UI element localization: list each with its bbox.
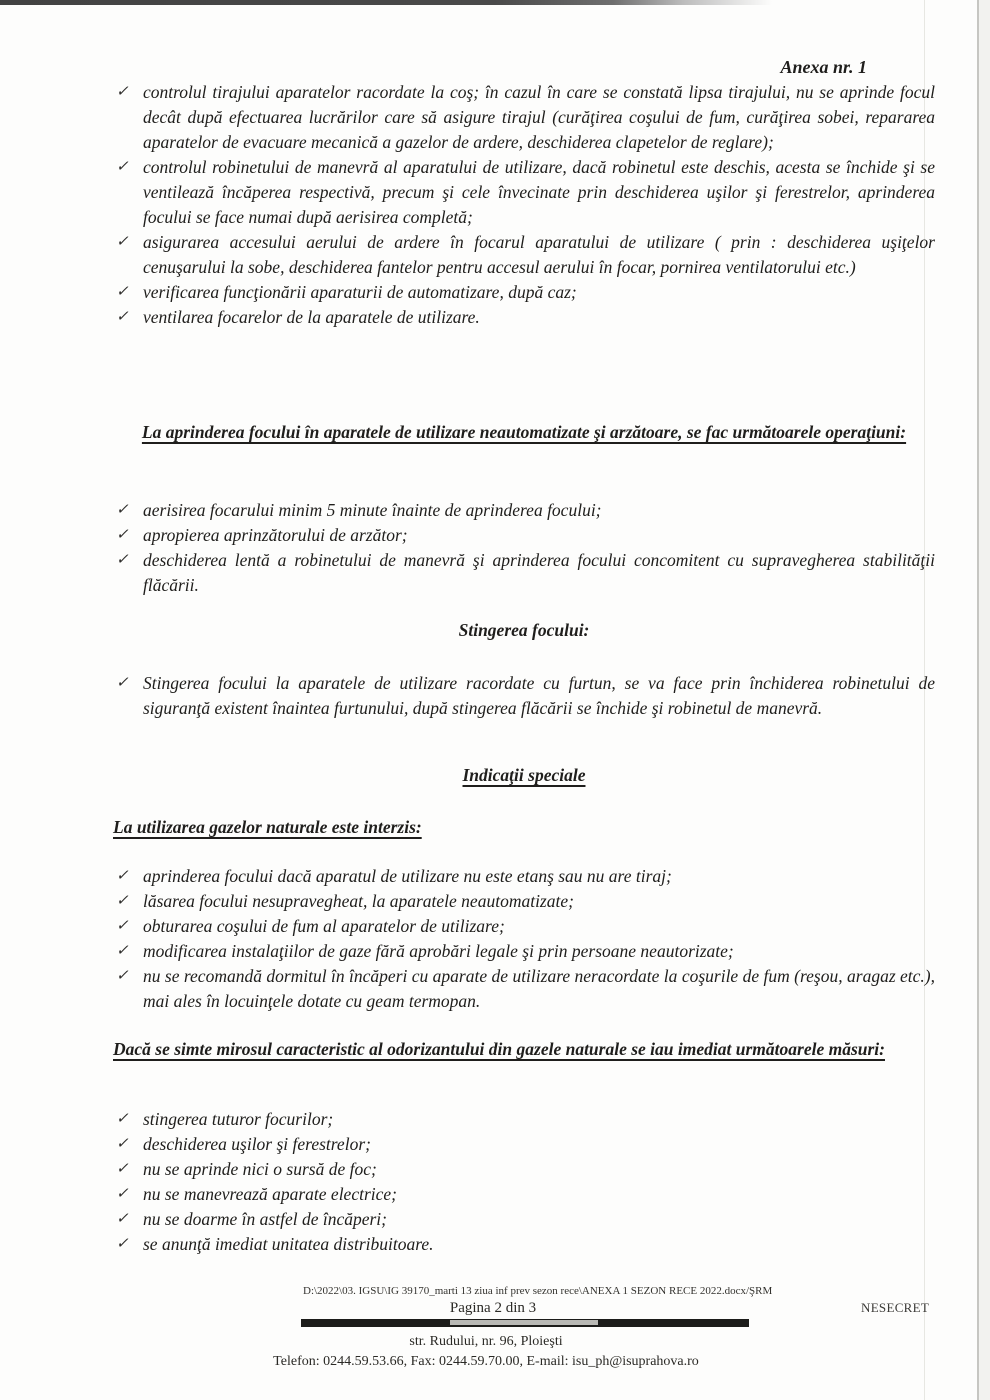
list-item (113, 1132, 935, 1157)
list-item-text: apropierea aprinzătorului de arzător; (143, 525, 408, 545)
list-item (113, 939, 935, 964)
list-item (113, 1157, 935, 1182)
list-item (113, 1107, 935, 1132)
check-icon: ✓ (116, 1111, 129, 1127)
list-item-text: controlul tirajului aparatelor racordate la coş; în cazul în care se constată lipsa tirajului, nu se aprinde focul decât după efectuarea lucrărilor care să asigure tirajul (curăţirea coşului de fum, curăţirea sobei, repararea aparatelor de evacuare mecanică a gazelor de ardere, deschiderea clapetelor de reglare); (143, 82, 935, 152)
list-item-text: ventilarea focarelor de la aparatele de utilizare. (143, 307, 480, 327)
document-file-path: D:\2022\03. IGSU\IG 39170_marti 13 ziua inf prev sezon rece\ANEXA 1 SEZON RECE 2022.docx/ŞRM (303, 1285, 773, 1297)
list-item-text: nu se recomandă dormitul în încăperi cu aparate de utilizare neracordate la coşurile de fum (reşou, aragaz etc.), mai ales în locuinţele dotate cu geam termopan. (143, 966, 935, 1011)
section-heading-extinguishing-fire: Stingerea focului: (458, 620, 590, 640)
list-item (113, 889, 935, 914)
annex-label: Anexa nr. 1 (780, 57, 867, 77)
list-item (113, 864, 935, 889)
list-item-text: modificarea instalaţiilor de gaze fără aprobări legale şi prin persoane neautorizate; (143, 941, 734, 961)
list-item (113, 1182, 935, 1207)
list-item (113, 80, 935, 155)
check-icon: ✓ (116, 1186, 129, 1202)
check-icon: ✓ (116, 918, 129, 934)
section-heading-special-indications: Indicaţii speciale (462, 765, 586, 785)
list-item-text: asigurarea accesului aerului de ardere în focarul aparatului de utilizare ( prin : deschiderea uşiţelor cenuşarului la sobe, deschiderea fantelor pentru accesul aerului în focar, pornirea ventilatorului etc.) (143, 232, 935, 277)
list-item-text: Stingerea focului la aparatele de utilizare racordate cu furtun, se va face prin închiderea robinetului de siguranţă existent înaintea furtunului, după stingerea flăcării se închide şi robinetul de manevră. (143, 673, 935, 718)
check-icon: ✓ (116, 552, 129, 568)
list-item (113, 548, 935, 598)
list-item (113, 498, 935, 523)
scan-artifact-top-line (0, 0, 990, 5)
list-item (113, 523, 935, 548)
list-item-text: nu se aprinde nici o sursă de foc; (143, 1159, 377, 1179)
list-item (113, 1232, 935, 1257)
check-icon: ✓ (116, 1136, 129, 1152)
list-item (113, 1207, 935, 1232)
list-item-text: aprinderea focului dacă aparatul de utilizare nu este etanş sau nu are tiraj; (143, 866, 672, 886)
gas-odor-checklist (113, 1107, 935, 1257)
list-item-text: stingerea tuturor focurilor; (143, 1109, 334, 1129)
check-icon: ✓ (116, 159, 129, 175)
list-item-text: aerisirea focarului minim 5 minute înainte de aprinderea focului; (143, 500, 602, 520)
check-icon: ✓ (116, 675, 129, 691)
list-item (113, 305, 935, 330)
page-edge-shade (979, 0, 990, 1400)
list-item-text: obturarea coşului de fum al aparatelor de utilizare; (143, 916, 505, 936)
classification-marking: NESECRET (861, 1300, 930, 1315)
intro-checklist (113, 80, 935, 330)
check-icon: ✓ (116, 284, 129, 300)
list-item-text: controlul robinetului de manevră al aparatului de utilizare, dacă robinetul este deschis, acesta se închide şi se ventilează încăperea respectivă, precum şi cele învecinate prin deschiderea uşilor şi ferestrelor, aprinderea focului se face numai după aerisirea completă; (143, 157, 935, 227)
extinguishing-checklist (113, 671, 935, 721)
page-number: Pagina 2 din 3 (449, 1300, 537, 1316)
list-item (113, 964, 935, 1014)
list-item-text: deschiderea uşilor şi ferestrelor; (143, 1134, 371, 1154)
list-item-text: deschiderea lentă a robinetului de manevră şi aprinderea focului concomitent cu supravegherea stabilităţii flăcării. (143, 550, 935, 595)
check-icon: ✓ (116, 1161, 129, 1177)
list-item-text: nu se manevrează aparate electrice; (143, 1184, 397, 1204)
forbidden-checklist (113, 864, 935, 1014)
list-item-text: nu se doarme în astfel de încăperi; (143, 1209, 387, 1229)
section-heading-gas-odor-measures: Dacă se simte mirosul caracteristic al odorizantului din gazele naturale se iau imediat următoarele măsuri: (113, 1039, 885, 1059)
list-item-text: lăsarea focului nesupravegheat, la aparatele neautomatizate; (143, 891, 574, 911)
section-heading-forbidden: La utilizarea gazelor naturale este interzis: (113, 817, 422, 837)
check-icon: ✓ (116, 234, 129, 250)
check-icon: ✓ (116, 527, 129, 543)
footer-divider-bar-highlight (450, 1320, 598, 1325)
check-icon: ✓ (116, 968, 129, 984)
page-edge-line (977, 0, 979, 1400)
lighting-checklist (113, 498, 935, 598)
list-item (113, 230, 935, 280)
list-item (113, 671, 935, 721)
list-item (113, 914, 935, 939)
list-item-text: verificarea funcţionării aparaturii de automatizare, după caz; (143, 282, 577, 302)
check-icon: ✓ (116, 943, 129, 959)
footer-divider-bar (301, 1319, 749, 1327)
check-icon: ✓ (116, 84, 129, 100)
check-icon: ✓ (116, 1236, 129, 1252)
list-item (113, 155, 935, 230)
footer-address: str. Rudului, nr. 96, Ploieşti (409, 1334, 563, 1349)
check-icon: ✓ (116, 893, 129, 909)
check-icon: ✓ (116, 309, 129, 325)
list-item (113, 280, 935, 305)
list-item-text: se anunţă imediat unitatea distribuitoare. (143, 1234, 434, 1254)
section-heading-lighting-fire: La aprinderea focului în aparatele de utilizare neautomatizate şi arzătoare, se fac următoarele operaţiuni: (141, 422, 907, 442)
check-icon: ✓ (116, 868, 129, 884)
check-icon: ✓ (116, 502, 129, 518)
check-icon: ✓ (116, 1211, 129, 1227)
footer-contact: Telefon: 0244.59.53.66, Fax: 0244.59.70.00, E-mail: isu_ph@isuprahova.ro (273, 1354, 699, 1369)
